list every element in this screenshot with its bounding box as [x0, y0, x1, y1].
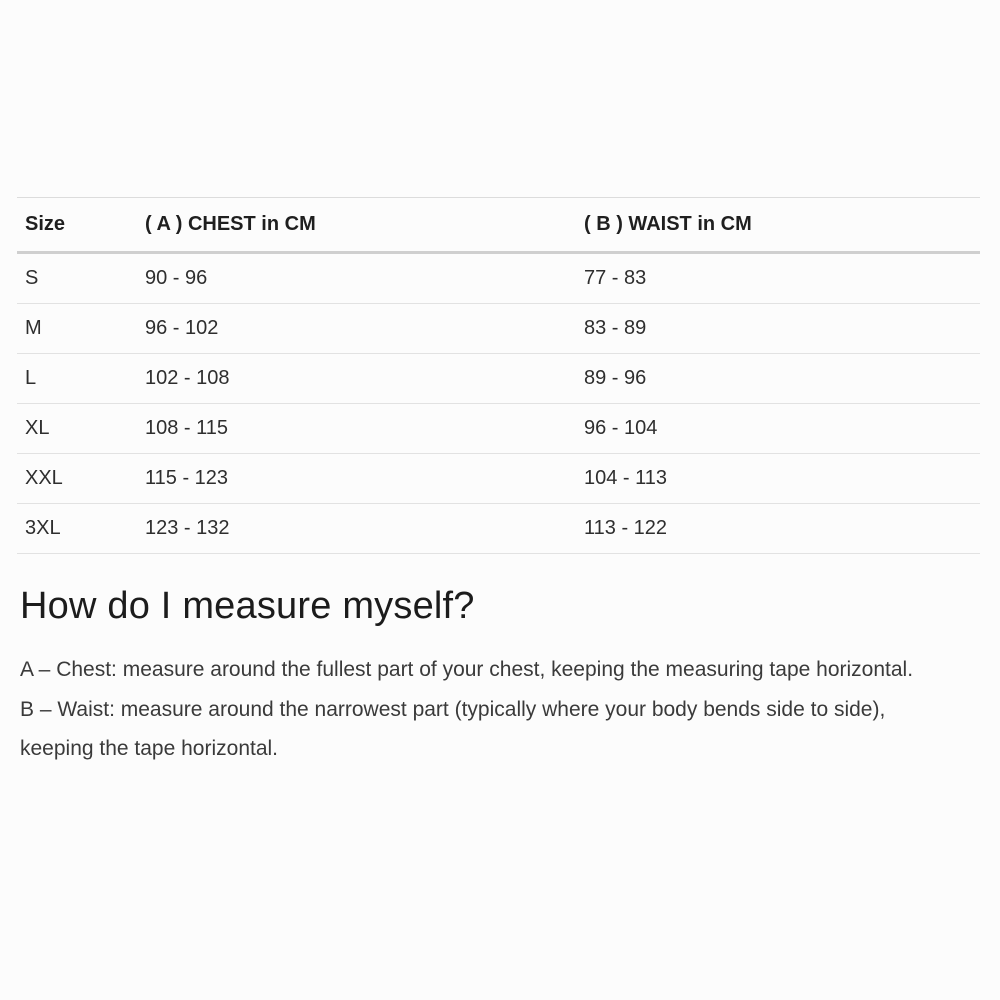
size-chart-table — [17, 197, 980, 554]
header-chest: ( A ) CHEST in CM — [137, 198, 576, 253]
waist-cell: 89 - 96 — [576, 354, 980, 404]
size-cell: M — [17, 304, 137, 354]
size-cell: 3XL — [17, 504, 137, 554]
header-row — [17, 198, 980, 253]
chest-cell: 108 - 115 — [137, 404, 576, 454]
size-cell: L — [17, 354, 137, 404]
chest-cell: 123 - 132 — [137, 504, 576, 554]
size-chart-body — [17, 253, 980, 554]
waist-cell: 83 - 89 — [576, 304, 980, 354]
table-row — [17, 454, 980, 504]
chest-cell: 115 - 123 — [137, 454, 576, 504]
waist-cell: 77 - 83 — [576, 253, 980, 304]
chest-instruction: A – Chest: measure around the fullest part of your chest, keeping the measuring tape horizontal. — [20, 658, 914, 681]
chest-cell: 102 - 108 — [137, 354, 576, 404]
table-row — [17, 304, 980, 354]
measure-heading: How do I measure myself? — [20, 585, 475, 627]
waist-cell: 104 - 113 — [576, 454, 980, 504]
table-row — [17, 253, 980, 304]
waist-cell: 113 - 122 — [576, 504, 980, 554]
table-row — [17, 404, 980, 454]
waist-cell: 96 - 104 — [576, 404, 980, 454]
table-row — [17, 354, 980, 404]
size-cell: S — [17, 253, 137, 304]
header-waist: ( B ) WAIST in CM — [576, 198, 980, 253]
size-cell: XXL — [17, 454, 137, 504]
size-chart-header — [17, 198, 980, 253]
header-size: Size — [17, 198, 137, 253]
measure-instructions — [17, 650, 980, 768]
waist-instruction: B – Waist: measure around the narrowest part (typically where your body bends side to side), keeping the tape horizontal. — [20, 698, 886, 760]
table-row — [17, 504, 980, 554]
chest-cell: 90 - 96 — [137, 253, 576, 304]
chest-cell: 96 - 102 — [137, 304, 576, 354]
size-cell: XL — [17, 404, 137, 454]
